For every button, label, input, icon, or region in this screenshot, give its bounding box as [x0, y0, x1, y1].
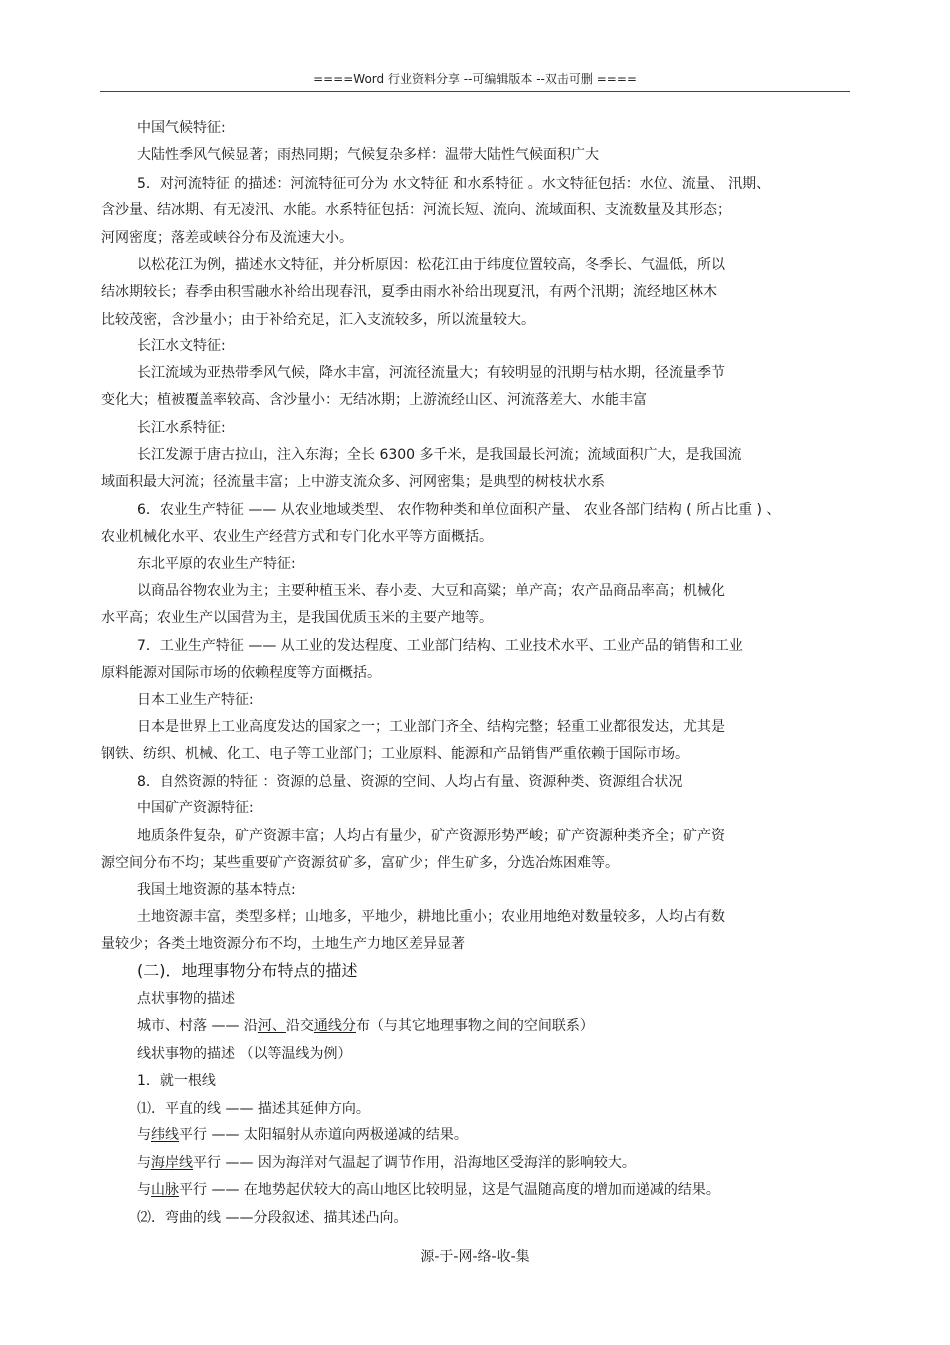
text-line: 点状事物的描述	[137, 991, 235, 1007]
underlined-term: 山脉	[151, 1182, 179, 1198]
text-line: 长江水文特征:	[137, 338, 226, 354]
text-line: 河网密度；落差或峡谷分布及流速大小。	[101, 230, 353, 246]
text-line: 原料能源对国际市场的依赖程度等方面概括。	[101, 665, 381, 681]
text-segment: 与	[137, 1127, 151, 1143]
underlined-term: 通线分	[313, 1018, 356, 1034]
text-line: ⑴．平直的线 —— 描述其延伸方向。	[137, 1101, 370, 1117]
text-line: 水平高；农业生产以国营为主，是我国优质玉米的主要产地等。	[101, 610, 493, 626]
text-line: 以松花江为例，描述水文特征，并分析原因：松花江由于纬度位置较高，冬季长、气温低，所以	[137, 257, 725, 273]
text-line: 5．对河流特征 的描述：河流特征可分为 水文特征 和水系特征 。水文特征包括：水位、流量、 汛期、	[137, 176, 771, 192]
text-segment: 布（与其它地理事物之间的空间联系）	[355, 1018, 594, 1034]
text-line	[137, 1181, 720, 1199]
document-footer: 源-于-网-络-收-集	[420, 1249, 530, 1265]
text-line: 含沙量、结冰期、有无凌汛、水能。水系特征包括：河流长短、流向、流域面积、支流数量及其形态；	[101, 202, 731, 218]
text-segment: 沿交	[285, 1018, 314, 1034]
text-line: 比较茂密，含沙量小；由于补给充足，汇入支流较多，所以流量较大。	[101, 312, 535, 328]
text-line: 农业机械化水平、农业生产经营方式和专门化水平等方面概括。	[101, 529, 493, 545]
header-divider	[100, 91, 850, 92]
text-segment: 平行 —— 太阳辐射从赤道向两极递减的结果。	[179, 1127, 468, 1143]
underlined-term: 河、	[257, 1018, 286, 1034]
underlined-term: 海岸线	[151, 1155, 193, 1171]
text-line	[137, 1154, 636, 1172]
text-segment: 平行 —— 在地势起伏较大的高山地区比较明显，这是气温随高度的增加而递减的结果。	[179, 1182, 720, 1198]
text-line: 线状事物的描述 （以等温线为例）	[137, 1046, 352, 1062]
text-line: 日本是世界上工业高度发达的国家之一；工业部门齐全、结构完整；轻重工业都很发达，尤其是	[137, 719, 725, 735]
text-segment: 与	[137, 1155, 151, 1171]
text-line: 1．就一根线	[137, 1073, 216, 1089]
section-heading: (二)．地理事物分布特点的描述	[137, 961, 358, 980]
text-line: 钢铁、纺织、机械、化工、电子等工业部门；工业原料、能源和产品销售严重依赖于国际市场。	[101, 746, 689, 762]
text-line: 结冰期较长；春季由积雪融水补给出现春汛，夏季由雨水补给出现夏汛，有两个汛期；流经地区林木	[101, 284, 717, 300]
text-line: 地质条件复杂，矿产资源丰富；人均占有量少，矿产资源形势严峻；矿产资源种类齐全；矿产资	[137, 828, 725, 844]
text-line: 中国矿产资源特征:	[137, 800, 254, 816]
text-line: 长江发源于唐古拉山，注入东海；全长 6300 多千米，是我国最长河流；流域面积广大，是我国流	[137, 447, 742, 463]
text-line: 日本工业生产特征:	[137, 692, 254, 708]
text-line: 长江水系特征:	[137, 420, 226, 436]
text-line: 大陆性季风气候显著；雨热同期；气候复杂多样：温带大陆性气候面积广大	[137, 147, 599, 163]
text-line: 量较少；各类土地资源分布不均，土地生产力地区差异显著	[101, 936, 465, 952]
text-line: 源空间分布不均；某些重要矿产资源贫矿多，富矿少；伴生矿多，分选冶炼困难等。	[101, 855, 619, 871]
text-line: 土地资源丰富，类型多样；山地多，平地少，耕地比重小；农业用地绝对数量较多，人均占有数	[137, 909, 725, 925]
text-line: 中国气候特征:	[137, 120, 226, 136]
underlined-term: 纬线	[151, 1127, 179, 1143]
text-line: ⑵．弯曲的线 ——分段叙述、描其述凸向。	[137, 1210, 408, 1226]
text-line: 以商品谷物农业为主；主要种植玉米、春小麦、大豆和高粱；单产高；农产品商品率高；机械化	[137, 583, 725, 599]
text-line: 8．自然资源的特征 ：资源的总量、资源的空间、人均占有量、资源种类、资源组合状况	[137, 774, 683, 790]
text-line: 长江流域为亚热带季风气候，降水丰富，河流径流量大；有较明显的汛期与枯水期，径流量季节	[137, 365, 725, 381]
text-line	[137, 1126, 468, 1144]
document-header: ====Word 行业资料分享 --可编辑版本 --双击可删 ====	[313, 72, 637, 86]
text-line: 我国土地资源的基本特点:	[137, 882, 296, 898]
text-segment: 平行 —— 因为海洋对气温起了调节作用，沿海地区受海洋的影响较大。	[193, 1155, 636, 1171]
text-line: 6．农业生产特征 —— 从农业地域类型、 农作物种类和单位面积产量、 农业各部门结构 ( 所占比重 ) 、	[137, 502, 781, 518]
text-segment: 与	[137, 1182, 151, 1198]
text-line: 东北平原的农业生产特征:	[137, 556, 296, 572]
text-line: 变化大；植被覆盖率较高、含沙量小：无结冰期；上游流经山区、河流落差大、水能丰富	[101, 392, 647, 408]
text-segment: 城市、村落 —— 沿	[137, 1018, 258, 1034]
text-line: 7．工业生产特征 —— 从工业的发达程度、工业部门结构、工业技术水平、工业产品的销售和工业	[137, 638, 743, 654]
text-line: 域面积最大河流；径流量丰富；上中游支流众多、河网密集；是典型的树枝状水系	[101, 474, 605, 490]
text-line	[137, 1017, 594, 1035]
